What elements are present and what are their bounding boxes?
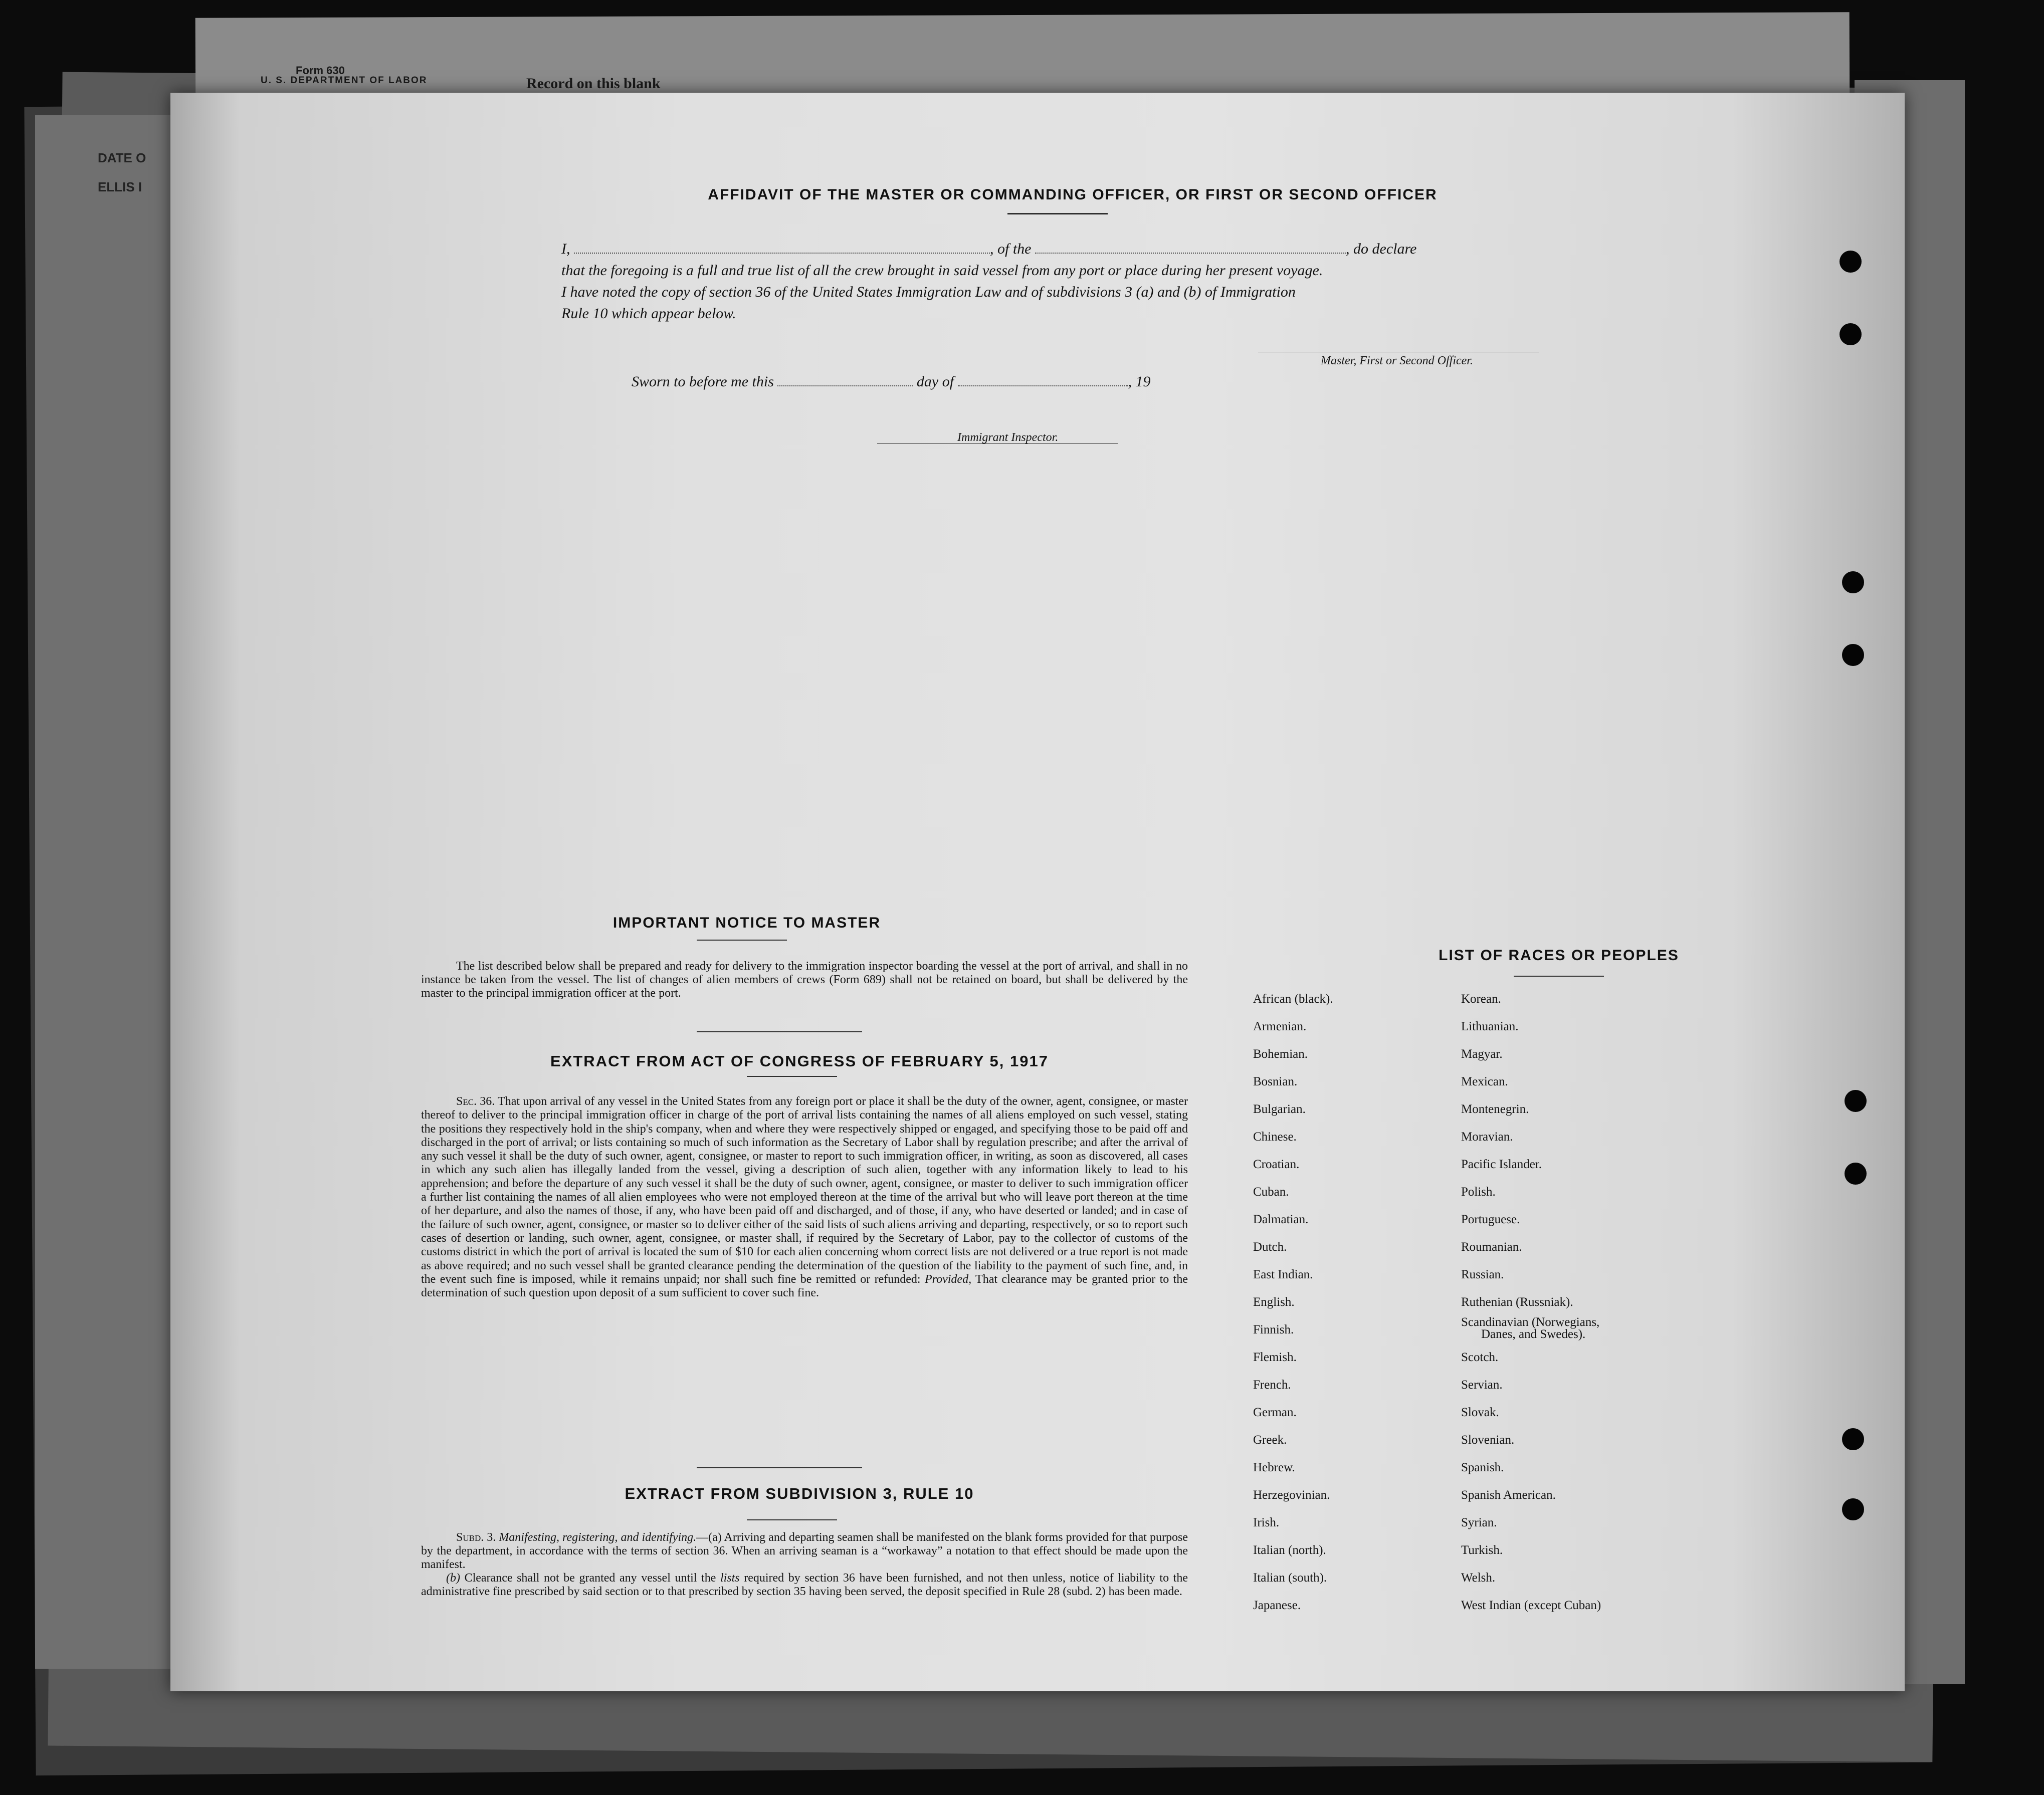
section-divider (697, 1031, 862, 1032)
subdivision-rule (747, 1519, 837, 1520)
act-rule (747, 1076, 837, 1077)
race-item: Mexican. (1461, 1075, 1508, 1088)
race-item: Russian. (1461, 1268, 1504, 1281)
race-item: Syrian. (1461, 1516, 1497, 1529)
affidavit-line-4: Rule 10 which appear below. (561, 305, 736, 322)
race-item: Scotch. (1461, 1351, 1499, 1364)
punch-hole (1842, 1428, 1864, 1450)
race-item: French. (1253, 1378, 1291, 1392)
punch-hole (1842, 644, 1864, 666)
date-label-2: ELLIS I (98, 179, 142, 194)
race-item: East Indian. (1253, 1268, 1313, 1281)
para-b-label: (b) (446, 1572, 460, 1585)
day-of-text: day of (916, 373, 954, 390)
race-item: Ruthenian (Russniak). (1461, 1295, 1573, 1309)
officer-signature-label: Master, First or Second Officer. (1321, 354, 1473, 367)
race-item: Roumanian. (1461, 1240, 1522, 1254)
race-item-continued: Danes, and Swedes). (1481, 1327, 1586, 1341)
declarant-name-field[interactable] (574, 253, 990, 254)
race-item: Bosnian. (1253, 1075, 1298, 1088)
subd-heading: Manifesting, registering, and identifying. (499, 1531, 697, 1544)
notice-title: IMPORTANT NOTICE TO MASTER (612, 915, 881, 931)
race-item: Chinese. (1253, 1130, 1297, 1144)
race-item: Bulgarian. (1253, 1102, 1306, 1116)
punch-hole (1845, 1090, 1867, 1112)
date-label: DATE O (98, 150, 146, 165)
notice-rule (697, 940, 787, 941)
para-a-label: —(a) (696, 1531, 722, 1544)
para-b-lists: lists (720, 1572, 740, 1585)
race-item: Greek. (1253, 1433, 1287, 1447)
races-title: LIST OF RACES OR PEOPLES (1439, 947, 1679, 964)
race-item: Irish. (1253, 1516, 1280, 1529)
document-page (170, 93, 1905, 1691)
race-item: Montenegrin. (1461, 1102, 1529, 1116)
affidavit-line-3: I have noted the copy of section 36 of the United States Immigration Law and of subdivisions 3 (a) and (b) of Immigration (561, 284, 1296, 300)
affidavit-line-2: that the foregoing is a full and true list of all the crew brought in said vessel from any port or place during her present voyage. (561, 262, 1323, 279)
form-number: Form 630 (296, 64, 345, 77)
subd-label: Subd. 3. (456, 1531, 496, 1544)
race-item: Croatian. (1253, 1158, 1300, 1171)
punch-hole (1839, 323, 1862, 345)
section-divider (697, 1467, 862, 1468)
race-item: Polish. (1461, 1185, 1496, 1199)
race-item: Scandinavian (Norwegians, (1461, 1315, 1600, 1329)
notice-body: The list described below shall be prepared and ready for delivery to the immigration inspector boarding the vessel at the port of arrival, and shall in no instance be taken from the vessel. The list of changes of alien members of crews (Form 689) shall not be retained on board, but shall be delivered by the master to the principal immigration officer at the port. (421, 960, 1188, 1000)
races-rule (1514, 976, 1604, 977)
section-text-end: That clearance may be granted prior to the determination of such question upon deposit of a sum sufficient to cover such fine. (421, 1272, 1188, 1300)
race-item: Finnish. (1253, 1323, 1294, 1336)
race-item: Herzegovinian. (1253, 1488, 1330, 1502)
race-item: Spanish American. (1461, 1488, 1556, 1502)
race-item: German. (1253, 1406, 1297, 1419)
race-item: Cuban. (1253, 1185, 1289, 1199)
sworn-line (632, 373, 1151, 390)
para-b-start: Clearance shall not be granted any vessel until the (464, 1572, 716, 1585)
para-b-end: required by section 36 have been furnished, and not then unless, notice of liability to the administrative fine prescribed by said section or to that prescribed by section 35 having been served, the deposit specified in Rule 28 (subd. 2) has been made. (421, 1572, 1188, 1598)
sworn-day-field[interactable] (777, 385, 913, 386)
race-item: Pacific Islander. (1461, 1158, 1542, 1171)
subdivision-body (421, 1531, 1188, 1599)
race-item: African (black). (1253, 992, 1333, 1006)
punch-hole (1842, 571, 1864, 593)
punch-hole (1839, 251, 1862, 273)
race-item: Italian (north). (1253, 1543, 1326, 1557)
race-item: Slovak. (1461, 1406, 1499, 1419)
race-item: Japanese. (1253, 1599, 1301, 1612)
sworn-month-field[interactable] (958, 385, 1128, 386)
subdivision-para-b (421, 1572, 1188, 1599)
race-item: Armenian. (1253, 1020, 1307, 1033)
act-extract-title: EXTRACT FROM ACT OF CONGRESS OF FEBRUARY 5, 1917 (550, 1052, 1049, 1070)
vessel-name-field[interactable] (1035, 253, 1346, 254)
race-item: Lithuanian. (1461, 1020, 1519, 1033)
section-text: That upon arrival of any vessel in the United States from any foreign port or place it shall be the duty of the owner, agent, consignee, or master thereof to deliver to the principal immigration officer in charge of the port of arrival lists containing the names of all aliens employed on such vessel, stating the positions they respectively hold in the ship's company, when and where they were respectively shipped or engaged, and specifying those to be paid off and discharged in the port of arrival; or lists containing so much of such information as the Secretary of Labor shall by regulation prescribe; and after the arrival of any such vessel it shall be the duty of such owner, agent, consignee, or master to report to such immigration officer, in writing, as soon as discovered, all cases in which any such alien has illegally landed from the vessel, giving a description of such alien, together with any information likely to lead to his apprehension; and before the departure of any such vessel it shall be the duty of such owner, agent, consignee, or master to deliver to such immigration officer a further list containing the names of all alien employees who were not employed thereon at the time of the arrival but who will leave port thereon at the time of her departure, and also the names of those, if any, who have been paid off and discharged, and of those, if any, who have deserted or landed; and in case of the failure of such owner, agent, consignee, or master so to deliver either of the said lists of such aliens arriving and departing, respectively, or so to report such cases of desertion or landing, such owner, agent, consignee, or master shall, if required by the Secretary of Labor, pay to the collector of customs of the customs district in which the port of arrival is located the sum of $10 for each alien concerning whom correct lists are not delivered or a true report is not made as above required; and no such vessel shall be granted clearance pending the determination of the question of the liability to the payment of such fine, and, in the event such fine is imposed, while it remains unpaid; nor shall such fine be remitted or refunded: (421, 1095, 1188, 1286)
race-item: Welsh. (1461, 1571, 1496, 1585)
race-item: Dalmatian. (1253, 1213, 1309, 1226)
provided-word: Provided, (924, 1272, 972, 1286)
race-item: Hebrew. (1253, 1461, 1295, 1474)
department-label: U. S. DEPARTMENT OF LABOR (261, 75, 428, 86)
race-item: Moravian. (1461, 1130, 1513, 1144)
year-prefix: , 19 (1128, 373, 1151, 390)
record-note: Record on this blank (526, 75, 661, 92)
para-a-text: Arriving and departing seamen shall be manifested on the blank forms provided for that purpose by the department, in accordance with the terms of section 36. When an arriving seaman is a “workaway” a notation to that effect should be made upon the manifest. (421, 1531, 1188, 1571)
section-label: Sec. 36. (456, 1095, 495, 1108)
race-item: Bohemian. (1253, 1047, 1308, 1061)
declarant-prefix: I, (561, 241, 570, 257)
race-item: Flemish. (1253, 1351, 1297, 1364)
race-item: Korean. (1461, 992, 1501, 1006)
act-section-36 (421, 1095, 1188, 1300)
race-item: Turkish. (1461, 1543, 1503, 1557)
race-item: Slovenian. (1461, 1433, 1515, 1447)
inspector-signature-label: Immigrant Inspector. (957, 431, 1059, 444)
race-item: English. (1253, 1295, 1295, 1309)
subdivision-para-a (421, 1531, 1188, 1572)
race-item: Spanish. (1461, 1461, 1504, 1474)
race-item: Dutch. (1253, 1240, 1287, 1254)
title-rule (1007, 213, 1108, 214)
sworn-text: Sworn to before me this (632, 373, 774, 390)
of-the-text: , of the (990, 241, 1032, 257)
race-item: Servian. (1461, 1378, 1503, 1392)
affidavit-line-1 (561, 241, 1416, 258)
race-item: West Indian (except Cuban) (1461, 1599, 1601, 1612)
do-declare-text: , do declare (1346, 241, 1417, 257)
left-edge-sheet (35, 115, 185, 1669)
race-item: Italian (south). (1253, 1571, 1327, 1585)
subdivision-title: EXTRACT FROM SUBDIVISION 3, RULE 10 (625, 1485, 974, 1502)
punch-hole (1842, 1498, 1864, 1520)
affidavit-title: AFFIDAVIT OF THE MASTER OR COMMANDING OFFICER, OR FIRST OR SECOND OFFICER (708, 186, 1438, 203)
race-item: Magyar. (1461, 1047, 1503, 1061)
punch-hole (1845, 1163, 1867, 1185)
race-item: Portuguese. (1461, 1213, 1520, 1226)
